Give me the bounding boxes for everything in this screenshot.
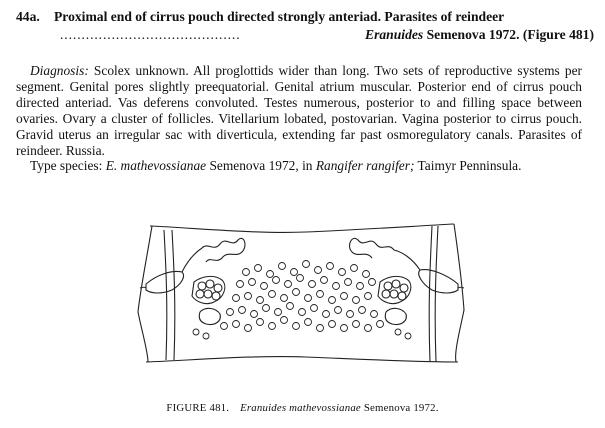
key-line-1 (16, 8, 594, 26)
type-species-name: E. mathevossianae (105, 158, 207, 174)
leader-dots: .......................................... (60, 27, 241, 42)
key-result (365, 26, 594, 44)
type-species-author: Semenova 1972, in (209, 158, 313, 174)
type-species-label: Type species: (30, 158, 103, 174)
diagnosis-text: Scolex unknown. All proglottids wider than long. Two sets of reproductive systems per segment. Genital pores slightly preequatorial. Genital atrium muscular. Posterior end of cirrus pouch directed anteriad. Vas deferens convoluted. Testes numerous, posterior to and filling space between ovaries. Ovary a cluster of follicles. Vitellarium lobated, postovarian. Vagina posterior to cirrus pouch. Gravid uterus an irregular sac with diverticula, extending far past osmoregulatory canals. Parasites of reindeer. Russia. (16, 63, 582, 158)
figure-label: FIGURE 481. (166, 402, 230, 414)
proglottid-drawing (136, 212, 466, 372)
locality: Taimyr Penninsula. (417, 158, 522, 174)
diagnosis-label: Diagnosis: (30, 63, 89, 78)
type-species-paragraph (16, 158, 582, 174)
figure-species: Eranuides mathevossianae (240, 402, 361, 414)
genus-author: Semenova 1972. (Figure 481) (426, 27, 594, 42)
couplet-number: 44a. (16, 9, 40, 24)
couplet-heading: Proximal end of cirrus pouch directed strongly anteriad. Parasites of reindeer (54, 9, 505, 24)
key-line-2 (60, 26, 594, 44)
diagnosis-paragraph (16, 63, 582, 158)
host-name: Rangifer rangifer; (315, 158, 415, 174)
genus-name: Eranuides (365, 27, 424, 42)
figure-caption (0, 402, 605, 414)
key-couplet (16, 8, 594, 42)
diagnosis-block (16, 63, 582, 174)
figure-author: Semenova 1972. (363, 402, 439, 414)
